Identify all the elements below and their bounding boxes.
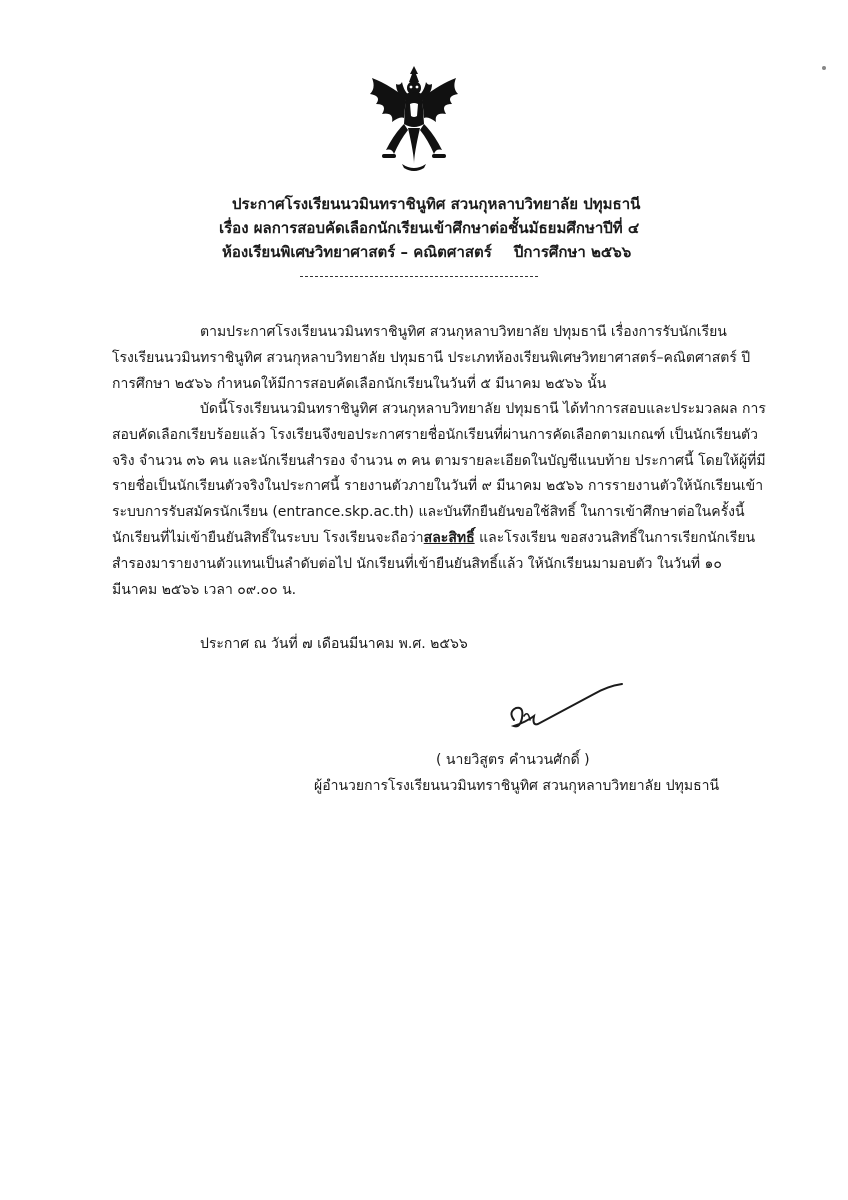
scan-speck	[822, 66, 826, 70]
paragraph-results-text: บัดนี้โรงเรียนนวมินทราชินูทิศ สวนกุหลาบวิทยาลัย ปทุมธานี ได้ทำการสอบและประมวลผล การสอบคัดเลือกเรียบร้อยแล้ว โรงเรียนจึงขอประกาศรายชื่อนักเรียนที่ผ่านการคัดเลือกตามเกณฑ์ เป็นนักเรียนตัวจริง จำนวน ๓๖ คน และนักเรียนสำรอง จำนวน ๓ คน ตามรายละเอียดในบัญชีแนบท้าย ประกาศนี้ โดยให้ผู้ที่มีรายชื่อเป็นนักเรียนตัวจริงในประกาศนี้ รายงานตัวภายในวันที่ ๙ มีนาคม ๒๕๖๖ การรายงานตัวให้นักเรียนเข้าระบบการรับสมัครนักเรียน	[112, 401, 766, 521]
paragraph-background-text: ตามประกาศโรงเรียนนวมินทราชินูทิศ สวนกุหลาบวิทยาลัย ปทุมธานี เรื่องการรับนักเรียน โรงเรียนนวมินทราชินูทิศ สวนกุหลาบวิทยาลัย ปทุมธานี ประเภทห้องเรียนพิเศษวิทยาศาสตร์–คณิตศาสตร์ ปีการศึกษา ๒๕๖๖ กำหนดให้มีการสอบคัดเลือกนักเรียนในวันที่ ๕ มีนาคม ๒๕๖๖ นั้น	[112, 324, 751, 392]
announcement-program	[222, 240, 848, 264]
registration-url: (entrance.skp.ac.th)	[272, 504, 415, 521]
program-name: ห้องเรียนพิเศษวิทยาศาสตร์ – คณิตศาสตร์	[222, 243, 492, 261]
academic-year: ปีการศึกษา ๒๕๖๖	[513, 243, 632, 261]
paragraph-background	[112, 320, 768, 397]
paragraph-results-text-middle: และบันทึกยืนยันขอใช้สิทธิ์ ในการเข้าศึกษาต่อในครั้งนี้ นักเรียนที่ไม่เข้ายืนยันสิทธิ์ในระบบ โรงเรียนจะถือว่า	[112, 504, 745, 546]
forfeit-term: สละสิทธิ์	[423, 529, 475, 546]
paragraph-results-text-end: และโรงเรียน ขอสงวนสิทธิ์ในการเรียกนักเรียนสำรองมารายงานตัวแทนเป็นลำดับต่อไป นักเรียนที่เข้ายืนยันสิทธิ์แล้ว ให้นักเรียนมามอบตัว ในวันที่ ๑๐ มีนาคม ๒๕๖๖ เวลา ๐๙.๐๐ น.	[112, 529, 756, 598]
announcement-subject: เรื่อง ผลการสอบคัดเลือกนักเรียนเข้าศึกษาต่อชั้นมัธยมศึกษาปีที่ ๔	[219, 219, 640, 237]
garuda-emblem-icon	[366, 64, 462, 174]
announcement-date: ประกาศ ณ วันที่ ๗ เดือนมีนาคม พ.ศ. ๒๕๖๖	[200, 636, 468, 652]
signature-icon	[504, 676, 626, 742]
signer-position: ผู้อำนวยการโรงเรียนนวมินทราชินูทิศ สวนกุหลาบวิทยาลัย ปทุมธานี	[314, 778, 720, 794]
header-divider	[300, 276, 538, 277]
announcement-title: ประกาศโรงเรียนนวมินทราชินูทิศ สวนกุหลาบวิทยาลัย ปทุมธานี	[232, 195, 641, 213]
paragraph-results	[112, 397, 768, 603]
signer-name: ( นายวิสูตร คำนวนศักดิ์ )	[436, 752, 590, 768]
